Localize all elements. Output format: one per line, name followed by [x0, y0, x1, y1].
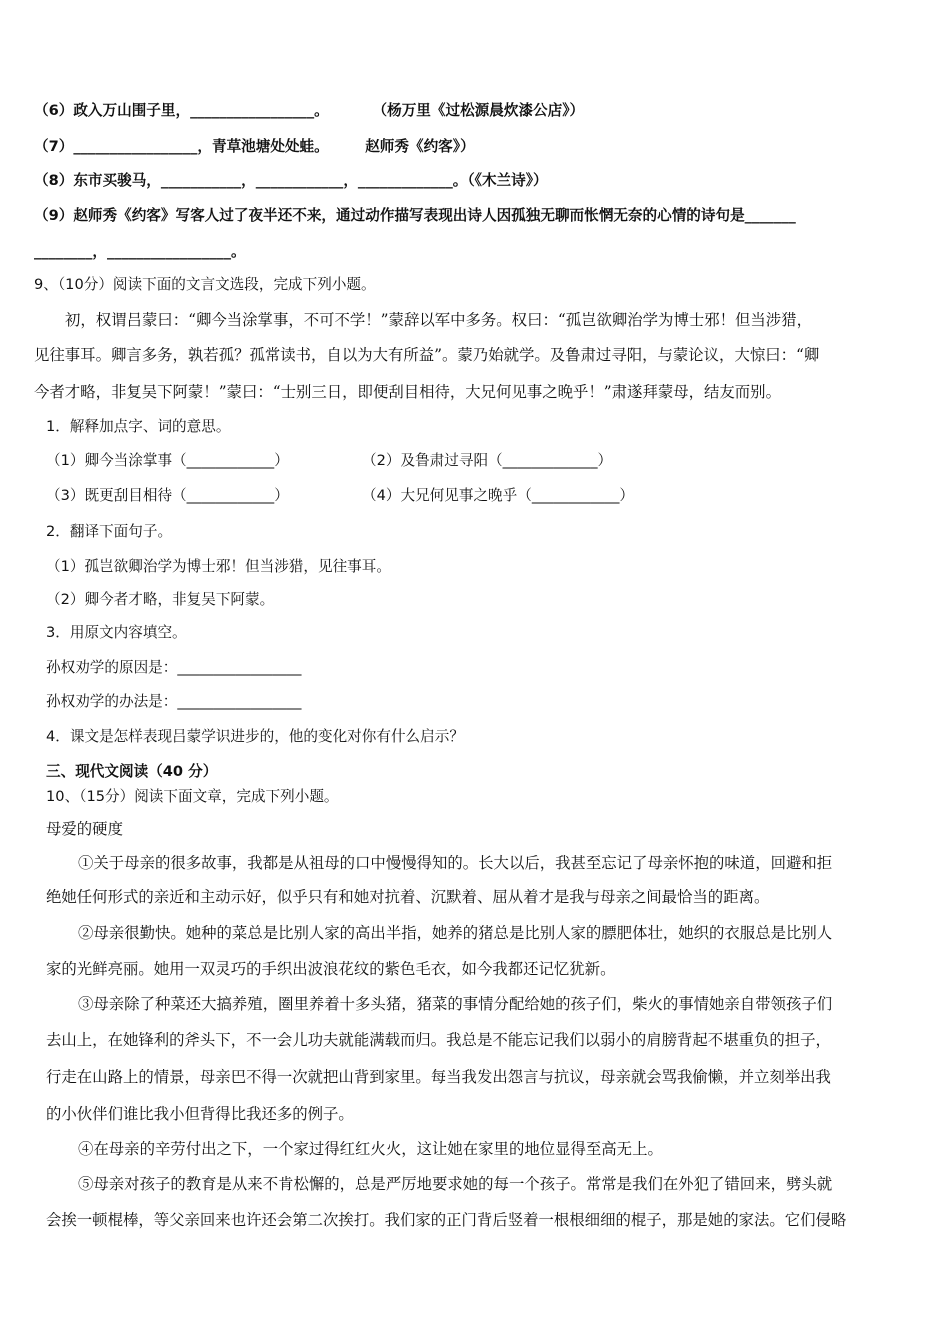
article-p4-line1: ④在母亲的辛劳付出之下，一个家过得红红火火，这让她在家里的地位显得至高无上。 [78, 1140, 663, 1158]
q9-sub2: 2．翻译下面句子。 [46, 523, 173, 540]
q9-sub1-c: （3）既更刮目相待（____________） [46, 487, 289, 504]
article-p1-line2: 绝她任何形式的亲近和主动示好，似乎只有和她对抗着、沉默着、屈从着才是我与母亲之间最恰当的距离。 [46, 888, 770, 906]
article-p3-line3: 行走在山路上的情景，母亲巴不得一次就把山背到家里。每当我发出怨言与抗议，母亲就会骂我偷懒，并立刻举出我 [46, 1068, 831, 1086]
article-p3-line4: 的小伙伴们谁比我小但背得比我还多的例子。 [46, 1105, 354, 1123]
section-title: 三、现代文阅读（40 分） [46, 763, 218, 780]
q9-sub2-b: （2）卿今者才略，非复吴下阿蒙。 [46, 591, 275, 608]
q9-sub1: 1．解释加点字、词的意思。 [46, 418, 231, 435]
q9-sub1-b: （2）及鲁肃过寻阳（_____________） [362, 452, 613, 469]
article-p5-line2: 会挨一顿棍棒，等父亲回来也许还会第二次挨打。我们家的正门背后竖着一根根细细的棍子，那是她的家法。它们侵略 [46, 1211, 847, 1229]
article-p2-line1: ②母亲很勤快。她种的菜总是比别人家的高出半指，她养的猪总是比别人家的膘肥体壮，她织的衣服总是比别人 [78, 924, 833, 942]
article-p5-line1: ⑤母亲对孩子的教育是从来不肯松懈的，总是严厉地要求她的每一个孩子。常常是我们在外犯了错回来，劈头就 [78, 1175, 833, 1193]
q9-sub1-a: （1）卿今当涂掌事（____________） [46, 452, 289, 469]
q9-passage-line3: 今者才略，非复吴下阿蒙！”蒙曰：“士别三日，即便刮目相待，大兄何见事之晚乎！”肃遂拜蒙母，结友而别。 [34, 383, 781, 401]
q9-passage-line2: 见往事耳。卿言多务，孰若孤？孤常读书，自以为大有所益”。蒙乃始就学。及鲁肃过寻阳，与蒙论议，大惊曰：“卿 [34, 346, 820, 364]
article-p1-line1: ①关于母亲的很多故事，我都是从祖母的口中慢慢得知的。长大以后，我甚至忘记了母亲怀抱的味道，回避和拒 [78, 854, 833, 872]
q9-sub3-a: 孙权劝学的原因是：_________________ [46, 659, 302, 676]
poetry-q9-line1: （9）赵师秀《约客》写客人过了夜半还不来，通过动作描写表现出诗人因孤独无聊而怅惘无奈的心情的诗句是_______ [34, 207, 796, 224]
poetry-q6: （6）政入万山围子里，_________________。 （杨万里《过松源晨炊漆公店》） [34, 102, 585, 119]
poetry-q9-line2: ________，_________________。 [34, 243, 246, 260]
q9-heading: 9、（10分）阅读下面的文言文选段，完成下列小题。 [34, 276, 376, 293]
q9-sub4: 4．课文是怎样表现吕蒙学识进步的，他的变化对你有什么启示？ [46, 728, 464, 745]
q9-sub1-d: （4）大兄何见事之晚乎（____________） [362, 487, 634, 504]
q10-heading: 10、（15分）阅读下面文章，完成下列小题。 [46, 788, 339, 805]
article-p2-line2: 家的光鲜亮丽。她用一双灵巧的手织出波浪花纹的紫色毛衣，如今我都还记忆犹新。 [46, 960, 616, 978]
poetry-q7: （7）_________________，青草池塘处处蛙。 赵师秀《约客》） [34, 138, 475, 155]
article-p3-line2: 去山上，在她锋利的斧头下，不一会儿功夫就能满载而归。我总是不能忘记我们以弱小的肩膀背起不堪重负的担子， [46, 1031, 831, 1049]
article-title: 母爱的硬度 [46, 820, 123, 838]
q9-passage-line1: 初，权谓吕蒙曰：“卿今当涂掌事，不可不学！”蒙辞以军中多务。权曰：“孤岂欲卿治学为博士邪！但当涉猎， [65, 311, 812, 329]
article-p3-line1: ③母亲除了种菜还大搞养殖，圈里养着十多头猪，猪菜的事情分配给她的孩子们，柴火的事情她亲自带领孩子们 [78, 995, 833, 1013]
q9-sub2-a: （1）孤岂欲卿治学为博士邪！但当涉猎，见往事耳。 [46, 558, 391, 575]
poetry-q8: （8）东市买骏马，___________，____________，_____________。（《木兰诗》） [34, 172, 548, 189]
q9-sub3: 3．用原文内容填空。 [46, 624, 187, 641]
q9-sub3-b: 孙权劝学的办法是：_________________ [46, 693, 302, 710]
